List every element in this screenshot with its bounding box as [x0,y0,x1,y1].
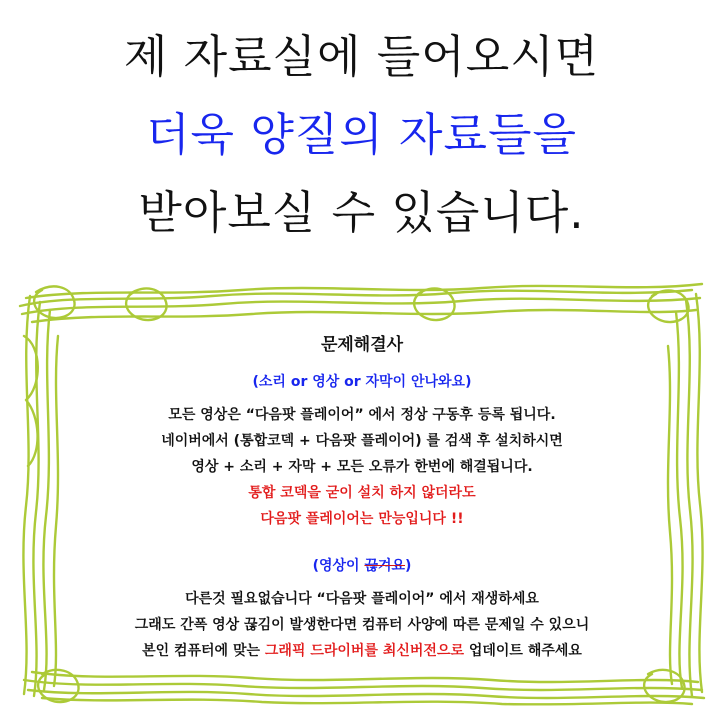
section2-line-3 [12,638,712,664]
section2-last-red: 그래픽 드라이버를 최신버전으로 [264,643,464,659]
section2-question-prefix: (영상이 [312,558,365,574]
section2-question [12,554,712,578]
section1-question: (소리 or 영상 or 자막이 안나와요) [252,374,472,390]
notice-title: 문제해결사 [320,335,404,355]
section1-red-line-2: 다음팟 플레이어는 만능입니다 !! [260,511,464,527]
headline-line-2: 더욱 양질의 자료들을 [146,108,577,161]
headline-line-1: 제 자료실에 들어오시면 [123,30,600,83]
notice-content [12,276,712,706]
section2-line-2: 그래도 간폭 영상 끊김이 발생한다면 컴퓨터 사양에 따른 문제일 수 있으니 [134,617,590,633]
section2-last-suffix: 업데이트 해주세요 [463,643,582,659]
section1-line-2: 네이버에서 (통합코덱 + 다음팟 플레이어) 를 검색 후 설치하시면 [161,433,563,449]
section-gap [12,532,712,554]
section2-last-prefix: 본인 컴퓨터에 맞는 [142,643,265,659]
section2-question-suffix: ) [405,558,412,574]
section1-line-3: 영상 + 소리 + 자막 + 모든 오류가 한번에 해결됩니다. [191,459,533,475]
section1-line-1: 모든 영상은 “다음팟 플레이어” 에서 정상 구동후 등록 됩니다. [168,407,556,423]
headline-line-3: 받아보실 수 있습니다. [138,186,585,239]
section2-question-strike: 끊겨요 [364,558,406,574]
section2-line-1: 다른것 필요없습니다 “다음팟 플레이어” 에서 재생하세요 [185,591,539,607]
headline-block [0,18,723,252]
section1-red-line-1: 통합 코덱을 굳이 설치 하지 않더라도 [248,485,476,501]
